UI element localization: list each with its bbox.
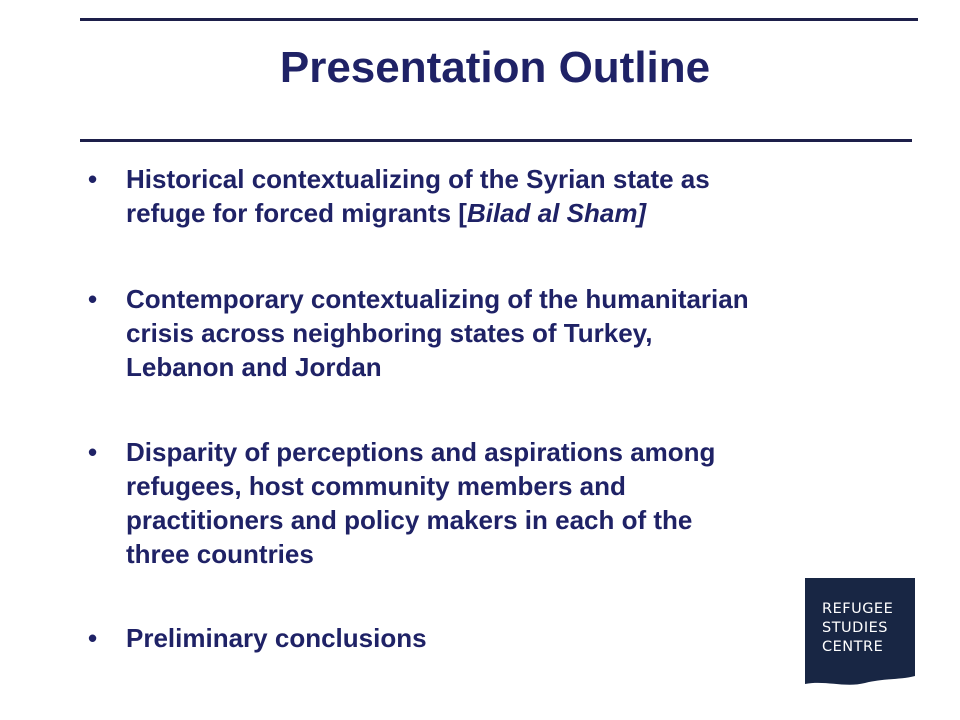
bullet-line: Preliminary conclusions bbox=[126, 623, 427, 653]
logo-line: REFUGEE bbox=[822, 601, 894, 617]
logo-text bbox=[822, 600, 893, 657]
bullet-line: Historical contextualizing of the Syrian state as bbox=[126, 164, 710, 194]
bullet-conclusions bbox=[88, 621, 868, 655]
bullet-text bbox=[126, 162, 868, 230]
title-divider bbox=[80, 139, 912, 142]
bullet-icon: • bbox=[88, 284, 98, 314]
refugee-studies-centre-logo bbox=[805, 578, 915, 688]
bullet-line: crisis across neighboring states of Turkey, bbox=[126, 318, 653, 348]
bullet-text bbox=[126, 282, 868, 384]
bullet-text bbox=[126, 435, 868, 571]
bullet-emphasis: Bilad al Sham] bbox=[466, 198, 647, 228]
logo-wave-icon bbox=[805, 674, 915, 692]
slide-title: Presentation Outline bbox=[279, 43, 711, 92]
bullet-disparity bbox=[88, 435, 868, 571]
bullet-line: practitioners and policy makers in each of the bbox=[126, 505, 693, 535]
logo-line: STUDIES bbox=[822, 620, 888, 636]
bullet-icon: • bbox=[88, 164, 98, 194]
bullet-icon: • bbox=[88, 437, 98, 467]
bullet-line: Disparity of perceptions and aspirations among bbox=[126, 437, 716, 467]
bullet-line: refuge for forced migrants [ bbox=[126, 198, 467, 228]
logo-line: CENTRE bbox=[822, 639, 884, 655]
top-divider bbox=[80, 18, 918, 21]
bullet-text bbox=[126, 621, 868, 655]
bullet-line: three countries bbox=[126, 539, 314, 569]
bullet-contemporary-context bbox=[88, 282, 868, 384]
bullet-historical-context bbox=[88, 162, 868, 230]
bullet-icon: • bbox=[88, 623, 98, 653]
bullet-line: Lebanon and Jordan bbox=[126, 352, 382, 382]
bullet-line: Contemporary contextualizing of the humanitarian bbox=[126, 284, 749, 314]
bullet-line: refugees, host community members and bbox=[126, 471, 626, 501]
